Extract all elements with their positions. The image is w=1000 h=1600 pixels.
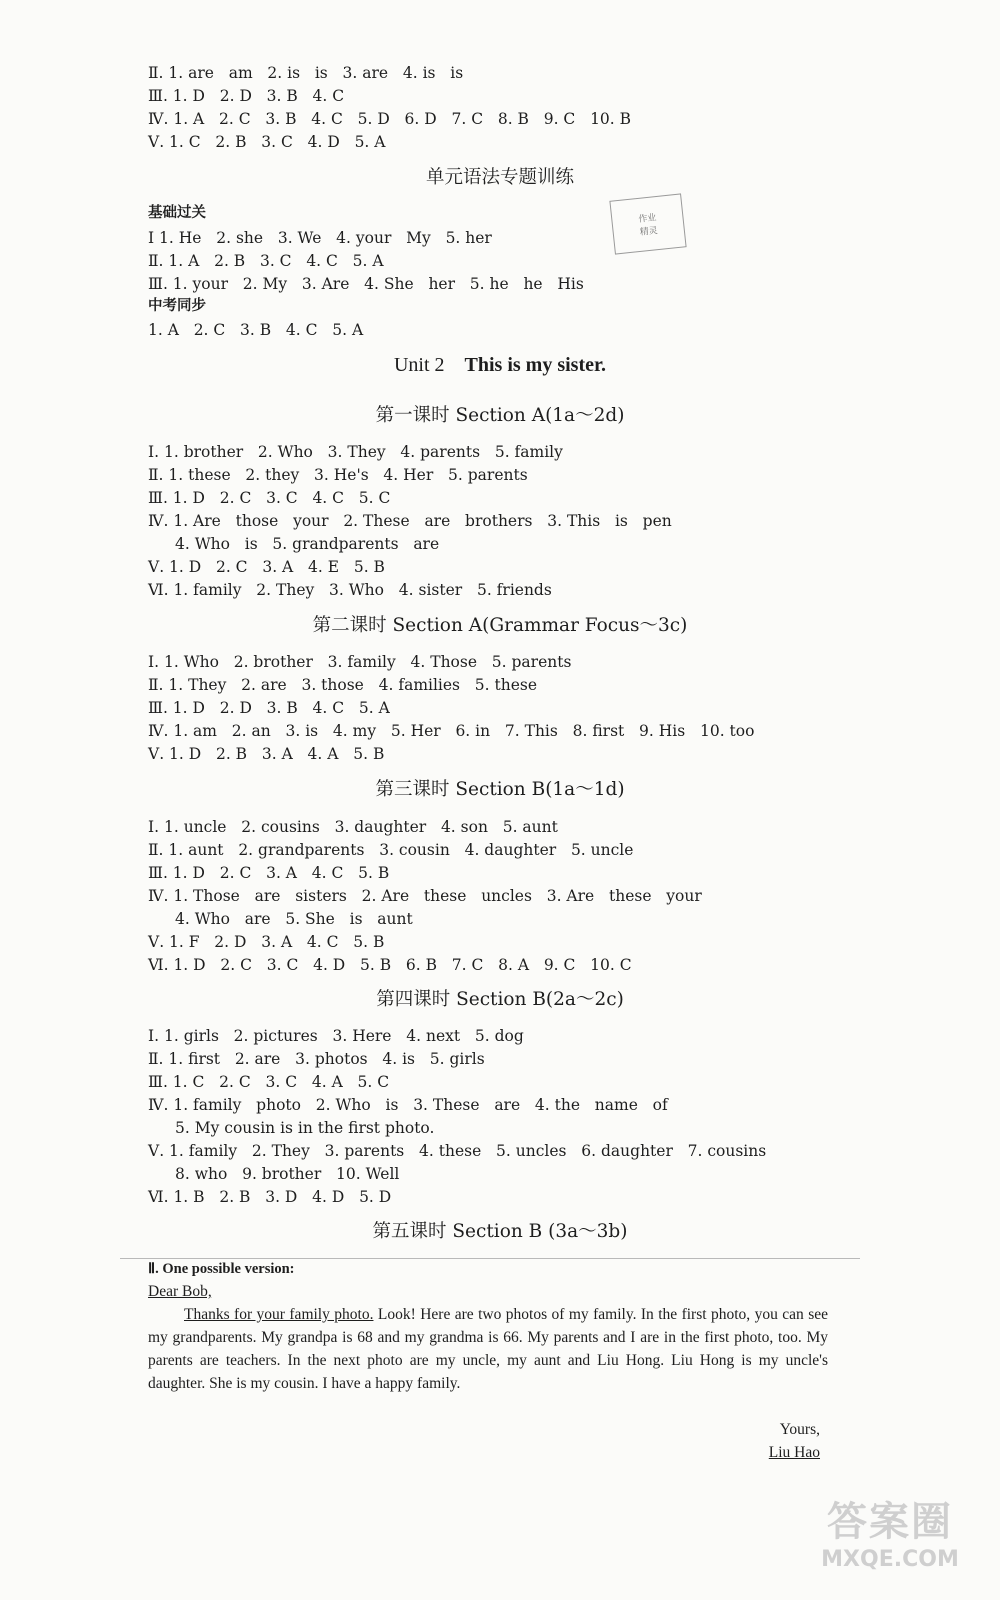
- answer-line: Ⅱ. 1. They 2. are 3. those 4. families 5. these: [148, 676, 538, 694]
- letter-greeting: [148, 1280, 828, 1303]
- letter-text: Look! Here are two photos of my family. In the first photo, you can see my grandparents. My grandpa is 68 and my grandma is 66. My parents and I are in the first photo, too. My parents are teachers. In the next photo are my uncle, my aunt and Liu Hong. Liu Hong is my uncle's daughter. She is my cousin. I have a happy family.: [148, 1306, 828, 1392]
- lesson-title: 第一课时 Section A(1a～2d): [375, 405, 625, 426]
- answer-line: Ⅰ. 1. brother 2. Who 3. They 4. parents 5. family: [148, 443, 563, 461]
- lesson-title: 第四课时 Section B(2a～2c): [376, 989, 624, 1010]
- answer-line: Ⅰ 1. He 2. she 3. We 4. your My 5. her: [148, 229, 492, 247]
- answer-line: Ⅱ. 1. are am 2. is is 3. are 4. is is: [148, 64, 464, 82]
- greeting-text: Dear Bob,: [148, 1283, 212, 1300]
- watermark-logo: 答案圈: [827, 1499, 953, 1545]
- watermark-url: MXQE.COM: [821, 1547, 959, 1572]
- answer-line: Ⅲ. 1. D 2. D 3. B 4. C: [148, 87, 345, 105]
- answer-line: 4. Who is 5. grandparents are: [175, 535, 440, 553]
- answer-line: Ⅳ. 1. A 2. C 3. B 4. C 5. D 6. D 7. C 8. B 9. C 10. B: [148, 110, 632, 128]
- answer-line: Ⅳ. 1. am 2. an 3. is 4. my 5. Her 6. in 7. This 8. first 9. His 10. too: [148, 722, 755, 740]
- lesson-title: 第五课时 Section B (3a～3b): [372, 1221, 628, 1242]
- answer-line: Ⅰ. 1. Who 2. brother 3. family 4. Those 5. parents: [148, 653, 572, 671]
- letter-body: [148, 1303, 828, 1395]
- answer-line: Ⅴ. 1. family 2. They 3. parents 4. these 5. uncles 6. daughter 7. cousins: [148, 1142, 767, 1160]
- answer-line: Ⅵ. 1. D 2. C 3. C 4. D 5. B 6. B 7. C 8. A 9. C 10. C: [148, 956, 632, 974]
- basic-label: 基础过关: [148, 205, 206, 221]
- lesson-title: 第三课时 Section B(1a～1d): [375, 779, 625, 800]
- version-label: Ⅱ. One possible version:: [148, 1261, 295, 1277]
- lesson-title: 第二课时 Section A(Grammar Focus～3c): [312, 615, 688, 636]
- answer-line: Ⅲ. 1. your 2. My 3. Are 4. She her 5. he he His: [148, 275, 584, 293]
- answer-line: Ⅳ. 1. family photo 2. Who is 3. These are 4. the name of: [148, 1096, 668, 1114]
- answer-line: Ⅴ. 1. D 2. B 3. A 4. A 5. B: [148, 745, 385, 763]
- answer-line: Ⅱ. 1. aunt 2. grandparents 3. cousin 4. daughter 5. uncle: [148, 841, 634, 859]
- answer-line: Ⅲ. 1. D 2. C 3. C 4. C 5. C: [148, 489, 391, 507]
- answer-line: Ⅱ. 1. first 2. are 3. photos 4. is 5. girls: [148, 1050, 485, 1068]
- letter-opening: Thanks for your family photo.: [184, 1306, 374, 1323]
- answer-line: Ⅱ. 1. these 2. they 3. He's 4. Her 5. parents: [148, 466, 528, 484]
- answer-line: Ⅳ. 1. Are those your 2. These are brothers 3. This is pen: [148, 512, 672, 530]
- letter-signature: Liu Hao: [768, 1444, 820, 1461]
- answer-line: Ⅰ. 1. girls 2. pictures 3. Here 4. next 5. dog: [148, 1027, 524, 1045]
- answer-line: Ⅵ. 1. B 2. B 3. D 4. D 5. D: [148, 1188, 392, 1206]
- site-watermark: [800, 1490, 980, 1590]
- answer-line: Ⅴ. 1. C 2. B 3. C 4. D 5. A: [148, 133, 386, 151]
- unit-number: Unit 2: [393, 354, 445, 376]
- answer-line: 1. A 2. C 3. B 4. C 5. A: [148, 321, 364, 339]
- grammar-title: 单元语法专题训练: [425, 167, 574, 188]
- answer-line: Ⅴ. 1. D 2. C 3. A 4. E 5. B: [148, 558, 385, 576]
- answer-line: Ⅲ. 1. D 2. C 3. A 4. C 5. B: [148, 864, 390, 882]
- answer-line: 8. who 9. brother 10. Well: [175, 1165, 400, 1183]
- answer-line: Ⅲ. 1. D 2. D 3. B 4. C 5. A: [148, 699, 390, 717]
- stamp-line: 作业: [637, 213, 657, 225]
- answer-line: 4. Who are 5. She is aunt: [175, 910, 413, 928]
- stamp-line: 精灵: [639, 226, 659, 238]
- answer-line: Ⅵ. 1. family 2. They 3. Who 4. sister 5. friends: [148, 581, 552, 599]
- answer-line: Ⅳ. 1. Those are sisters 2. Are these uncles 3. Are these your: [148, 887, 702, 905]
- answer-line: Ⅴ. 1. F 2. D 3. A 4. C 5. B: [148, 933, 385, 951]
- exam-label: 中考同步: [148, 298, 206, 314]
- answer-line: 5. My cousin is in the first photo.: [175, 1119, 435, 1137]
- answer-line: Ⅱ. 1. A 2. B 3. C 4. C 5. A: [148, 252, 384, 270]
- answer-line: Ⅲ. 1. C 2. C 3. C 4. A 5. C: [148, 1073, 390, 1091]
- answer-line: Ⅰ. 1. uncle 2. cousins 3. daughter 4. son 5. aunt: [148, 818, 558, 836]
- unit-name: This is my sister.: [464, 354, 607, 376]
- unit-title: [0, 354, 1000, 377]
- letter-closing: Yours,: [779, 1421, 820, 1438]
